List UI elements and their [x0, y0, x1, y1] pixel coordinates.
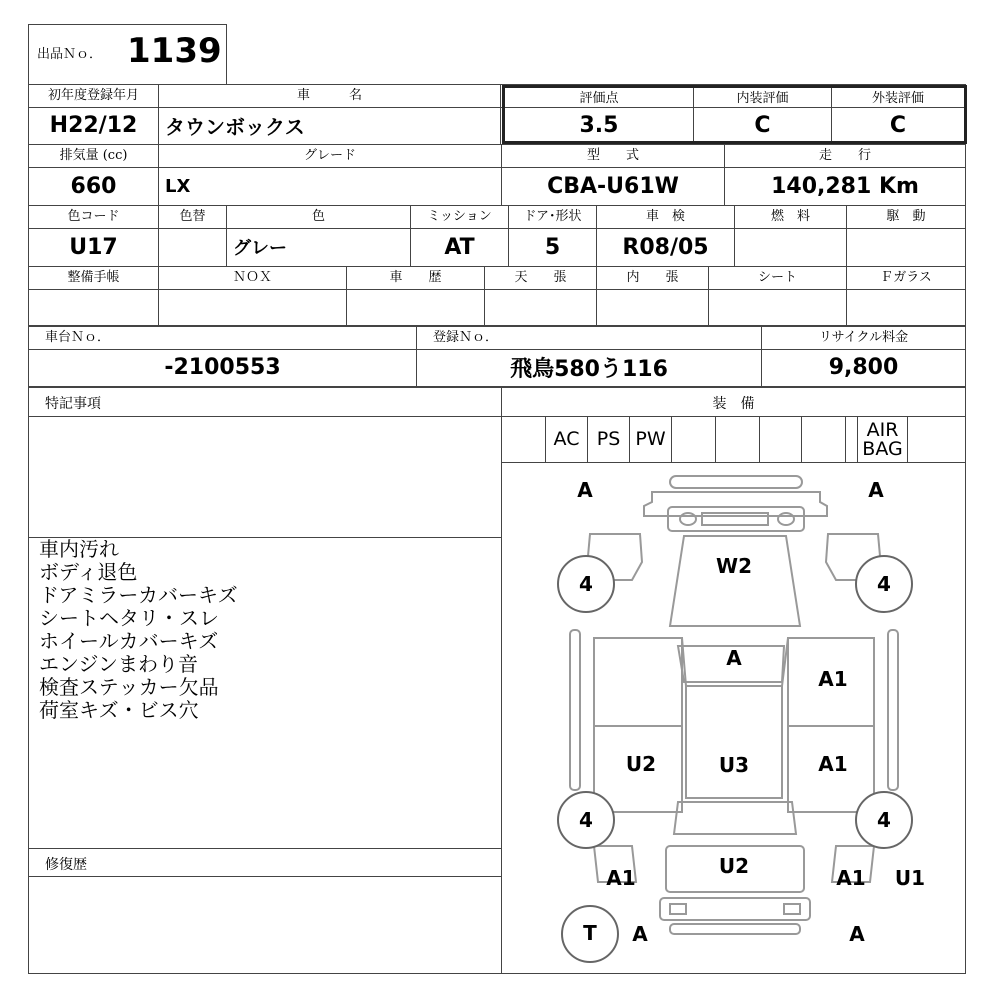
displacement-value: 660 — [70, 173, 117, 199]
nox-cell — [159, 267, 347, 325]
mark-spare: T — [583, 921, 597, 945]
plate-value: 飛鳥580う116 — [510, 357, 668, 382]
equip-ps: PS — [588, 417, 630, 462]
fglass-cell — [847, 267, 965, 325]
nox-label: ＮＯＸ — [232, 270, 272, 285]
note-line: エンジンまわり音 — [39, 652, 198, 676]
repaint-value — [159, 228, 226, 266]
row-condition — [28, 267, 966, 326]
interior-cell — [694, 88, 832, 141]
mileage-value: 140,281 Km — [771, 173, 919, 199]
exterior-cell — [832, 88, 964, 141]
mark-front-left: A — [577, 478, 593, 502]
car-name-cell — [159, 85, 501, 144]
mark-roof: U3 — [718, 753, 750, 777]
note-line: シートヘタリ・スレ — [39, 606, 219, 630]
door-label: ドア･形状 — [523, 209, 582, 224]
interior-value: C — [754, 113, 771, 138]
mark-rear-right-2: U1 — [894, 866, 926, 890]
equipment-section — [502, 388, 965, 462]
vehicle-diagram — [502, 462, 966, 974]
mark-tire-rl: 4 — [579, 808, 593, 832]
drive-cell — [847, 206, 965, 266]
color-value: グレー — [233, 238, 287, 259]
notes-list — [39, 538, 238, 722]
row-registration — [28, 84, 966, 145]
first-reg-cell — [29, 85, 159, 144]
equip-ac: AC — [546, 417, 588, 462]
color-code-cell — [29, 206, 159, 266]
plate-label: 登録Ｎｏ． — [433, 330, 499, 345]
note-line: ボディ退色 — [39, 560, 138, 584]
equip-blank — [846, 417, 858, 462]
note-line: ホイールカバーキズ — [39, 629, 219, 653]
row-spec — [28, 145, 966, 206]
repaint-label: 色替 — [179, 209, 206, 224]
notes-section — [29, 388, 502, 973]
color-label: 色 — [311, 209, 325, 224]
note-line: ドアミラーカバーキズ — [39, 583, 238, 607]
roof-label: 天 張 — [514, 270, 567, 285]
first-reg-value: H22/12 — [49, 113, 138, 138]
model-cell — [502, 145, 725, 205]
score-label: 評価点 — [579, 91, 619, 106]
equip-blank — [672, 417, 716, 462]
exterior-value: C — [889, 113, 907, 138]
inner-label: 内 張 — [626, 270, 679, 285]
fuel-value — [735, 228, 846, 266]
mileage-cell — [725, 145, 965, 205]
mark-hood: A — [726, 646, 742, 670]
repair-label: 修復歴 — [45, 857, 87, 873]
inner-cell — [597, 267, 709, 325]
mark-front-right: A — [868, 478, 884, 502]
equip-airbag: AIR BAG — [858, 417, 908, 462]
equipment-label: 装 備 — [712, 396, 755, 412]
inspection-label: 車 検 — [645, 209, 685, 224]
mileage-label: 走 行 — [818, 148, 871, 163]
mark-rear-right: A1 — [836, 866, 866, 890]
grade-cell — [159, 145, 502, 205]
mission-cell — [411, 206, 509, 266]
color-cell — [227, 206, 411, 266]
fglass-label: Ｆガラス — [880, 270, 932, 285]
repaint-cell — [159, 206, 227, 266]
displacement-label: 排気量 (cc) — [59, 148, 128, 163]
model-value: CBA-U61W — [547, 173, 679, 199]
row-chassis — [28, 326, 966, 387]
lot-label: 出品Ｎｏ． — [37, 47, 103, 62]
mark-windshield: W2 — [716, 554, 752, 578]
inspection-cell — [597, 206, 735, 266]
fuel-cell — [735, 206, 847, 266]
exterior-label: 外装評価 — [871, 91, 924, 106]
interior-label: 内装評価 — [736, 91, 789, 106]
mark-tire-fl: 4 — [579, 572, 593, 596]
mission-label: ミッション — [427, 209, 492, 224]
mark-rear-left: A1 — [606, 866, 636, 890]
mark-tire-rr: 4 — [877, 808, 891, 832]
chassis-value: -2100553 — [164, 355, 281, 380]
mark-rear-glass: U2 — [718, 854, 750, 878]
mark-tire-fr: 4 — [877, 572, 891, 596]
lot-number: 1139 — [127, 31, 222, 71]
equipment-row — [502, 417, 965, 463]
displacement-cell — [29, 145, 159, 205]
model-label: 型 式 — [586, 148, 639, 163]
history-label: 車 歴 — [389, 270, 442, 285]
note-line: 検査ステッカー欠品 — [39, 675, 219, 699]
color-code-value: U17 — [69, 234, 118, 260]
first-reg-label: 初年度登録年月 — [47, 88, 139, 103]
mark-right-front-door: A1 — [818, 667, 848, 691]
roof-cell — [485, 267, 597, 325]
drive-value — [847, 228, 965, 266]
car-name-label: 車 名 — [296, 88, 362, 103]
history-cell — [347, 267, 485, 325]
score-group — [502, 85, 967, 144]
inspection-value: R08/05 — [622, 234, 709, 260]
equip-blank — [908, 417, 965, 462]
lot-number-box — [28, 24, 227, 85]
drive-label: 駆 動 — [886, 209, 926, 224]
grade-value: LX — [165, 175, 191, 197]
door-cell — [509, 206, 597, 266]
color-code-label: 色コード — [67, 209, 120, 224]
door-value: 5 — [544, 234, 561, 260]
mark-right-side: A1 — [818, 752, 848, 776]
maint-label: 整備手帳 — [67, 270, 120, 285]
equip-blank — [502, 417, 546, 462]
note-line: 車内汚れ — [39, 537, 119, 561]
row-color — [28, 206, 966, 267]
mark-rear-bumper-right: A — [849, 922, 865, 946]
mark-left-side: U2 — [625, 752, 657, 776]
equip-blank — [760, 417, 802, 462]
note-line: 荷室キズ・ビス穴 — [39, 698, 199, 722]
maint-cell — [29, 267, 159, 325]
score-cell — [505, 88, 694, 141]
seat-cell — [709, 267, 847, 325]
score-value: 3.5 — [579, 113, 619, 138]
notes-label: 特記事項 — [45, 396, 101, 412]
mission-value: AT — [444, 234, 475, 260]
mark-rear-bumper-left: A — [632, 922, 648, 946]
recycle-cell — [762, 327, 965, 386]
equip-blank — [716, 417, 760, 462]
grade-label: グレード — [303, 148, 356, 163]
car-name-value: タウンボックス — [165, 115, 305, 139]
plate-cell — [417, 327, 762, 386]
recycle-value: 9,800 — [828, 355, 899, 380]
equip-pw: PW — [630, 417, 672, 462]
seat-label: シート — [757, 270, 797, 285]
chassis-cell — [29, 327, 417, 386]
equip-blank — [802, 417, 846, 462]
chassis-label: 車台Ｎｏ． — [45, 330, 111, 345]
fuel-label: 燃 料 — [770, 209, 810, 224]
recycle-label: リサイクル料金 — [818, 330, 909, 345]
